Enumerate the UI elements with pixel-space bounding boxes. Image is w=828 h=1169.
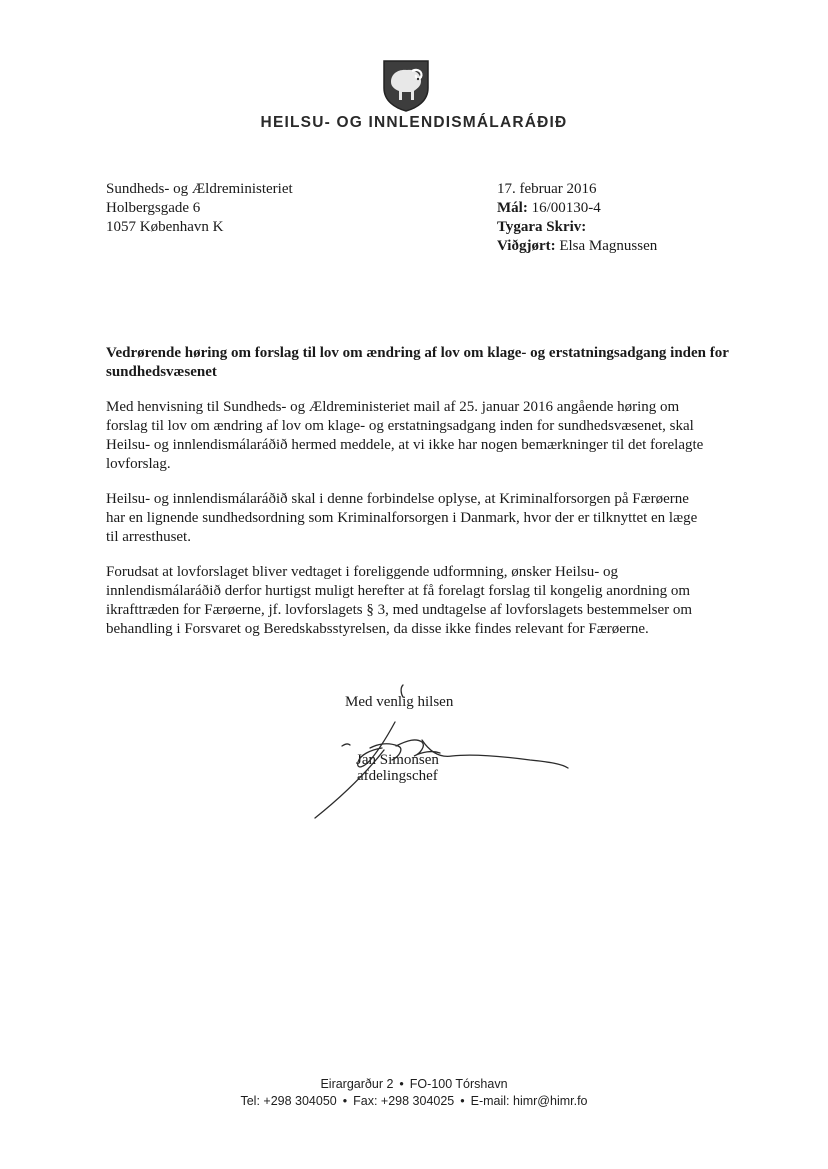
handwritten-signature — [300, 680, 590, 830]
ram-crest-icon — [381, 58, 431, 112]
letter-date: 17. februar 2016 — [497, 181, 597, 197]
closing-greeting: Med venlig hilsen — [345, 694, 454, 710]
footer-separator: • — [460, 1094, 465, 1108]
signer-title: afdelingschef — [357, 768, 438, 784]
footer-address-line — [0, 1077, 828, 1091]
footer-fax: Fax: +298 304025 — [353, 1094, 455, 1108]
footer-tel: Tel: +298 304050 — [240, 1094, 337, 1108]
footer-contact-line — [0, 1094, 828, 1108]
footer-separator: • — [399, 1077, 404, 1091]
footer-separator: • — [342, 1094, 348, 1108]
body-paragraph-2: Heilsu- og innlendismálaráðið skal i denne forbindelse oplyse, at Kriminalforsorgen på Færøerne har en lignende sundhedsordning som Kriminalforsorgen i Danmark, hvor der er tilknyttet en læge til arresthuset. — [106, 491, 698, 545]
body-paragraph-3: Forudsat at lovforslaget bliver vedtaget i foreliggende udformning, ønsker Heilsu- og innlendismálaráðið derfor hurtigst muligt herefter at få forelagt forslag til kongelig anordning om ikrafttræden for Færøerne, jf. lovforslagets § 3, med undtagelse af lovforslagets bestemmelser om behandling i Forsvaret og Beredskabsstyrelsen, da disse ikke findes relevant for Færøerne. — [106, 564, 693, 637]
recipient-line-3: 1057 København K — [106, 219, 224, 235]
case-value: 16/00130-4 — [531, 200, 601, 216]
recipient-line-1: Sundheds- og Ældreministeriet — [106, 181, 293, 197]
subject-heading: Vedrørende høring om forslag til lov om ændring af lov om klage- og erstatningsadgang inden for sundhedsvæsenet — [106, 345, 729, 380]
footer-email[interactable]: E-mail: himr@himr.fo — [470, 1094, 588, 1108]
handler-line — [497, 237, 657, 256]
footer-address: Eirargarður 2 — [320, 1077, 394, 1091]
handler-label: Viðgjørt: — [497, 238, 556, 254]
case-label: Mál: — [497, 200, 528, 216]
org-name: HEILSU- OG INNLENDISMÁLARÁÐIÐ — [260, 114, 568, 131]
recipient-address — [106, 180, 293, 237]
signer-name: Jan Simonsen — [356, 752, 439, 768]
letter-meta — [497, 180, 657, 256]
handler-value: Elsa Magnussen — [559, 238, 658, 254]
case-number — [497, 199, 657, 218]
body-paragraph-1: Med henvisning til Sundheds- og Ældreministeriet mail af 25. januar 2016 angående høring om forslag til lov om ændring af lov om klage- og erstatningsadgang inden for sundhedsvæsenet, skal Heilsu- og innlendismálaráðið hermed meddele, at vi ikke har nogen bemærkninger til det forelagte lovforslag. — [106, 399, 704, 472]
reference-label: Tygara Skriv: — [497, 219, 587, 235]
recipient-line-2: Holbergsgade 6 — [106, 200, 201, 216]
footer-postal: FO-100 Tórshavn — [409, 1077, 508, 1091]
reference-line — [497, 218, 657, 237]
